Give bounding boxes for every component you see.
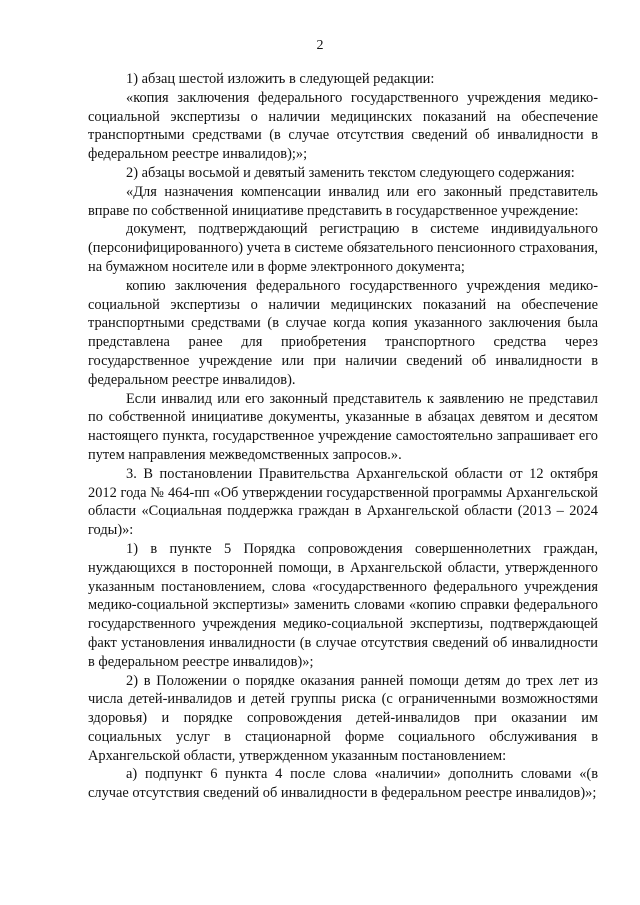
paragraph-4-dlya-naznacheniya: «Для назначения компенсации инвалид или его законный представитель вправе по собственной инициативе представить в государственное учреждение: [88, 183, 598, 219]
paragraph-10-polozhenie: 2) в Положении о порядке оказания ранней помощи детям до трех лет из числа детей-инвалидов и детей группы риска (с ограниченными возможностями здоровья) и порядке сопровождения детей-инвалидов при оказании им социальных услуг в стационарной форме социального обслуживания в Архангельской области, утвержденном указанным постановлением: [88, 672, 598, 764]
paragraph-2-kopiya-zaklyucheniya: «копия заключения федерального государственного учреждения медико-социальной экспертизы о наличии медицинских показаний на обеспечение транспортными средствами (в случае отсутствия сведений об инвалидности в федеральном реестре инвалидов);»; [88, 89, 598, 163]
paragraph-1-abzac-shestoy: 1) абзац шестой изложить в следующей редакции: [126, 71, 435, 87]
document-body [88, 70, 598, 803]
paragraph-5-dokument-registraciya: документ, подтверждающий регистрацию в системе индивидуального (персонифицированного) учета в системе обязательного пенсионного страхования, на бумажном носителе или в форме электронного документа; [88, 221, 598, 275]
paragraph-8-punkt-3-postanovlenie: 3. В постановлении Правительства Архангельской области от 12 октября 2012 года № 464-пп «Об утверждении государственной программы Архангельской области «Социальная поддержка граждан в Архангельской области (2013 – 2024 годы)»: [88, 465, 598, 539]
page-number: 2 [316, 38, 324, 53]
paragraph-6-kopiyu-zaklyucheniya: копию заключения федерального государственного учреждения медико-социальной экспертизы о наличии медицинских показаний на обеспечение транспортными средствами (в случае когда копия указанного заключения была представлена ранее для приобретения транспортного средства через государственное учреждение или при наличии сведений об инвалидности в федеральном реестре инвалидов). [88, 277, 598, 388]
paragraph-9-punkt-5-poryadka: 1) в пункте 5 Порядка сопровождения совершеннолетних граждан, нуждающихся в посторонней помощи, в Архангельской области, утвержденного указанным постановлением, слова «государственного федерального учреждения медико-социальной экспертизы» заменить словами «копию справки федерального государственного учреждения медико-социальной экспертизы, подтверждающей факт установления инвалидности (в случае отсутствия сведений об инвалидности в федеральном реестре инвалидов)»; [88, 540, 598, 670]
paragraph-11-podpunkt-6: а) подпункт 6 пункта 4 после слова «наличии» дополнить словами «(в случае отсутствия сведений об инвалидности в федеральном реестре инвалидов)»; [88, 766, 598, 802]
paragraph-3-abzacy-vosmoy-devyatyy: 2) абзацы восьмой и девятый заменить текстом следующего содержания: [126, 164, 575, 181]
paragraph-7-esli-invalid: Если инвалид или его законный представитель к заявлению не представил по собственной инициативе документы, указанные в абзацах девятом и десятом настоящего пункта, государственное учреждение самостоятельно запрашивает его путем направления межведомственных запросов.». [88, 390, 598, 463]
